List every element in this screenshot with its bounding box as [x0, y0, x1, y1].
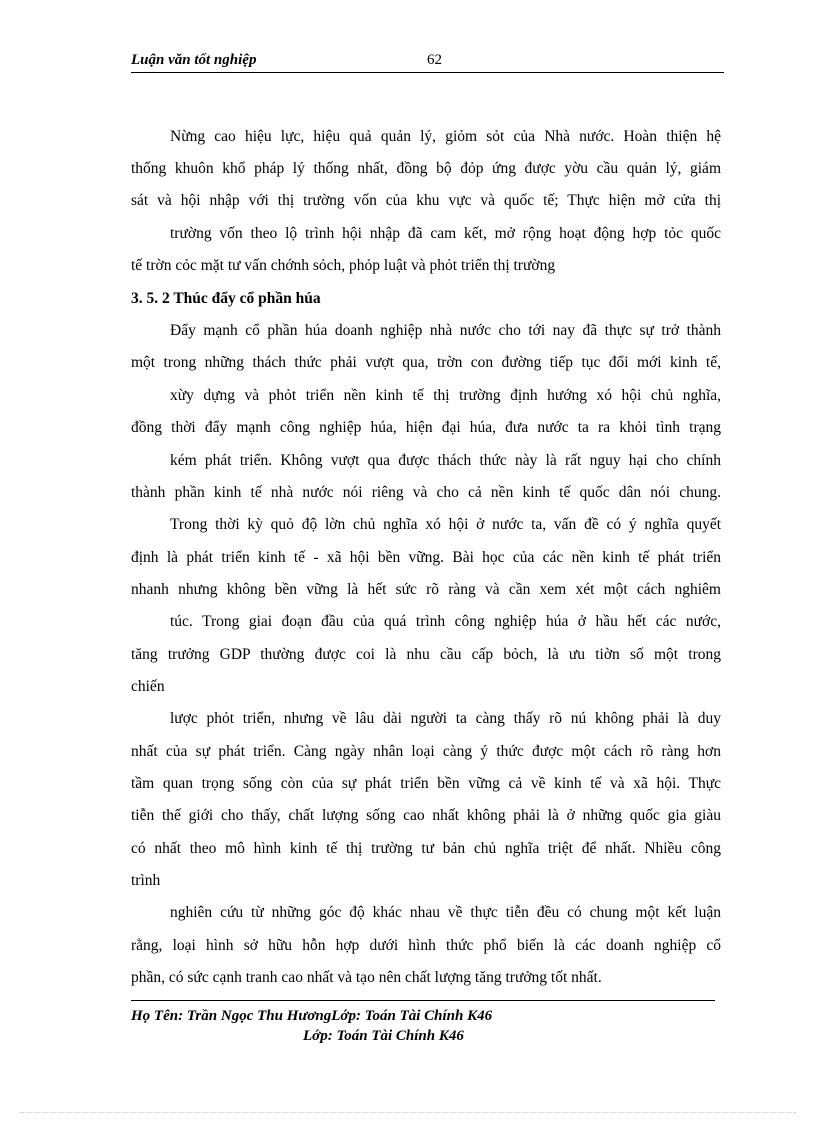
- page-edge-divider: [20, 1112, 796, 1113]
- section-heading: 3. 5. 2 Thúc đẩy cổ phần húa: [131, 290, 321, 307]
- text-line: lược phỏt triển, nhưng về lâu dài người ta càng thấy rõ nú không phải là duy: [170, 710, 721, 727]
- text-line: Trong thời kỳ quỏ độ lờn chủ nghĩa xó hội ở nước ta, vấn đề có ý nghĩa quyết: [170, 516, 721, 533]
- text-line: một trong những thách thức phải vượt qua, trờn con đường tiếp tục đổi mới kinh tế,: [131, 354, 721, 371]
- text-line: trường vốn theo lộ trình hội nhập đã cam kết, mở rộng hoạt động hợp tỏc quốc: [170, 225, 721, 242]
- text-line: rằng, loại hình sở hữu hỗn hợp dưới hình thức phổ biến là các doanh nghiệp cổ: [131, 937, 721, 954]
- text-line: tăng trưởng GDP thường được coi là nhu cầu cấp bỏch, là ưu tiờn số một trong: [131, 646, 721, 663]
- text-line: đồng thời đẩy mạnh công nghiệp húa, hiện đại húa, đưa nước ta ra khỏi tình trạng: [131, 419, 721, 436]
- text-line: nhất của sự phát triển. Càng ngày nhân loại càng ý thức được một cách rõ ràng hơn: [131, 743, 721, 760]
- footer-class: Lớp: Toán Tài Chính K46: [303, 1028, 464, 1044]
- page-number: 62: [427, 52, 442, 68]
- text-line: nhanh nhưng không bền vững là hết sức rõ ràng và cần xem xét một cách nghiêm: [131, 581, 721, 598]
- text-line: định là phát triển kinh tế - xã hội bền vững. Bài học của các nền kinh tế phát triển: [131, 549, 721, 566]
- text-line: thành phần kinh tế nhà nước nói riêng và cho cả nền kinh tế quốc dân nói chung.: [131, 484, 721, 501]
- text-line: kém phát triển. Không vượt qua được thách thức này là rất nguy hại cho chính: [170, 452, 721, 469]
- header-rule: [131, 72, 724, 73]
- text-line: tầm quan trọng sống còn của sự phát triển bền vững cả về kinh tế và xã hội. Thực: [131, 775, 721, 792]
- text-line: trình: [131, 872, 161, 889]
- text-line: có nhất theo mô hình kinh tế thị trường tư bản chủ nghĩa triệt để nhất. Nhiều công: [131, 840, 721, 857]
- text-line: tế trờn cỏc mặt tư vấn chớnh sỏch, phỏp luật và phỏt triển thị trường: [131, 257, 556, 274]
- text-line: xừy dựng và phỏt triển nền kinh tế thị trường định hướng xó hội chủ nghĩa,: [170, 387, 721, 404]
- text-line: phần, có sức cạnh tranh cao nhất và tạo nên chất lượng tăng trưởng tốt nhất.: [131, 969, 602, 986]
- text-line: nghiên cứu từ những góc độ khác nhau về thực tiễn đều có chung một kết luận: [170, 904, 721, 921]
- footer-rule: [131, 1000, 715, 1001]
- text-line: Đẩy mạnh cổ phần húa doanh nghiệp nhà nước cho tới nay đã thực sự trở thành: [170, 322, 721, 339]
- header-title: Luận văn tốt nghiệp: [131, 52, 257, 68]
- text-line: thống khuôn khổ pháp lý thống nhất, đồng bộ đỏp ứng được yờu cầu quản lý, giám: [131, 160, 721, 177]
- text-line: tiễn thế giới cho thấy, chất lượng sống cao nhất không phải là ở những quốc gia giàu: [131, 807, 721, 824]
- text-line: túc. Trong giai đoạn đầu của quá trình công nghiệp húa ở hầu hết các nước,: [170, 613, 721, 630]
- text-line: sát và hội nhập với thị trường vốn của khu vực và quốc tế; Thực hiện mở cửa thị: [131, 192, 721, 209]
- text-line: Nừng cao hiệu lực, hiệu quả quản lý, giỏm sỏt của Nhà nước. Hoàn thiện hệ: [170, 128, 721, 145]
- footer-author: Họ Tên: Trần Ngọc Thu HươngLớp: Toán Tài Chính K46: [131, 1008, 493, 1024]
- text-line: chiến: [131, 678, 165, 695]
